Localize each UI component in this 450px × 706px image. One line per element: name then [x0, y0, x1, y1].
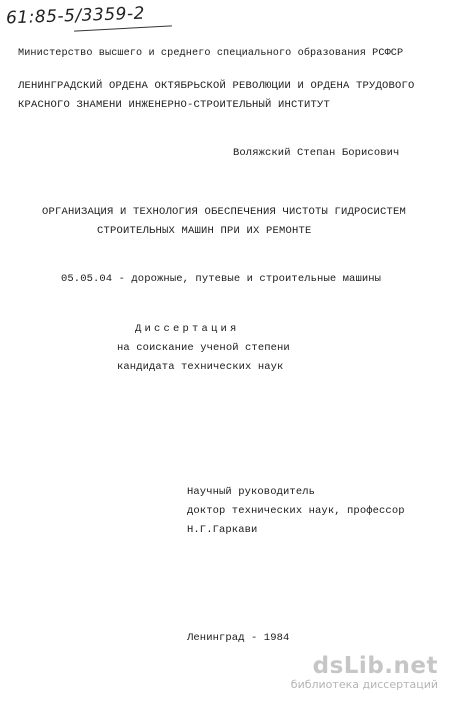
author-name: Воляжский Степан Борисович: [233, 147, 400, 159]
specialty-line: 05.05.04 - дорожные, путевые и строительные машины: [61, 273, 382, 285]
institute-line-1: ЛЕНИНГРАДСКИЙ ОРДЕНА ОКТЯБРЬСКОЙ РЕВОЛЮЦИИ И ОРДЕНА ТРУДОВОГО: [18, 80, 415, 92]
watermark: [291, 654, 438, 692]
handwritten-underline: [74, 25, 172, 31]
document-type: Диссертация: [135, 323, 240, 335]
degree-line-1: на соискание ученой степени: [117, 342, 290, 354]
watermark-subtitle: библиотека диссертаций: [290, 678, 438, 691]
dissertation-title-line-2: СТРОИТЕЛЬНЫХ МАШИН ПРИ ИХ РЕМОНТЕ: [97, 225, 312, 237]
watermark-logo: dsLib.net: [312, 653, 438, 679]
institute-line-2: КРАСНОГО ЗНАМЕНИ ИНЖЕНЕРНО-СТРОИТЕЛЬНЫЙ ИНСТИТУТ: [18, 99, 331, 111]
handwritten-catalog-code: 61:85-5/3359-2: [5, 3, 146, 29]
ministry-line: Министерство высшего и среднего специального образования РСФСР: [18, 48, 404, 59]
dissertation-title-line-1: ОРГАНИЗАЦИЯ И ТЕХНОЛОГИЯ ОБЕСПЕЧЕНИЯ ЧИСТОТЫ ГИДРОСИСТЕМ: [42, 206, 407, 218]
degree-line-2: кандидата технических наук: [117, 361, 284, 373]
supervisor-title: доктор технических наук, профессор: [187, 505, 405, 517]
city-year: Ленинград - 1984: [187, 632, 290, 644]
supervisor-label: Научный руководитель: [187, 486, 316, 498]
supervisor-name: Н.Г.Гаркави: [187, 524, 258, 536]
